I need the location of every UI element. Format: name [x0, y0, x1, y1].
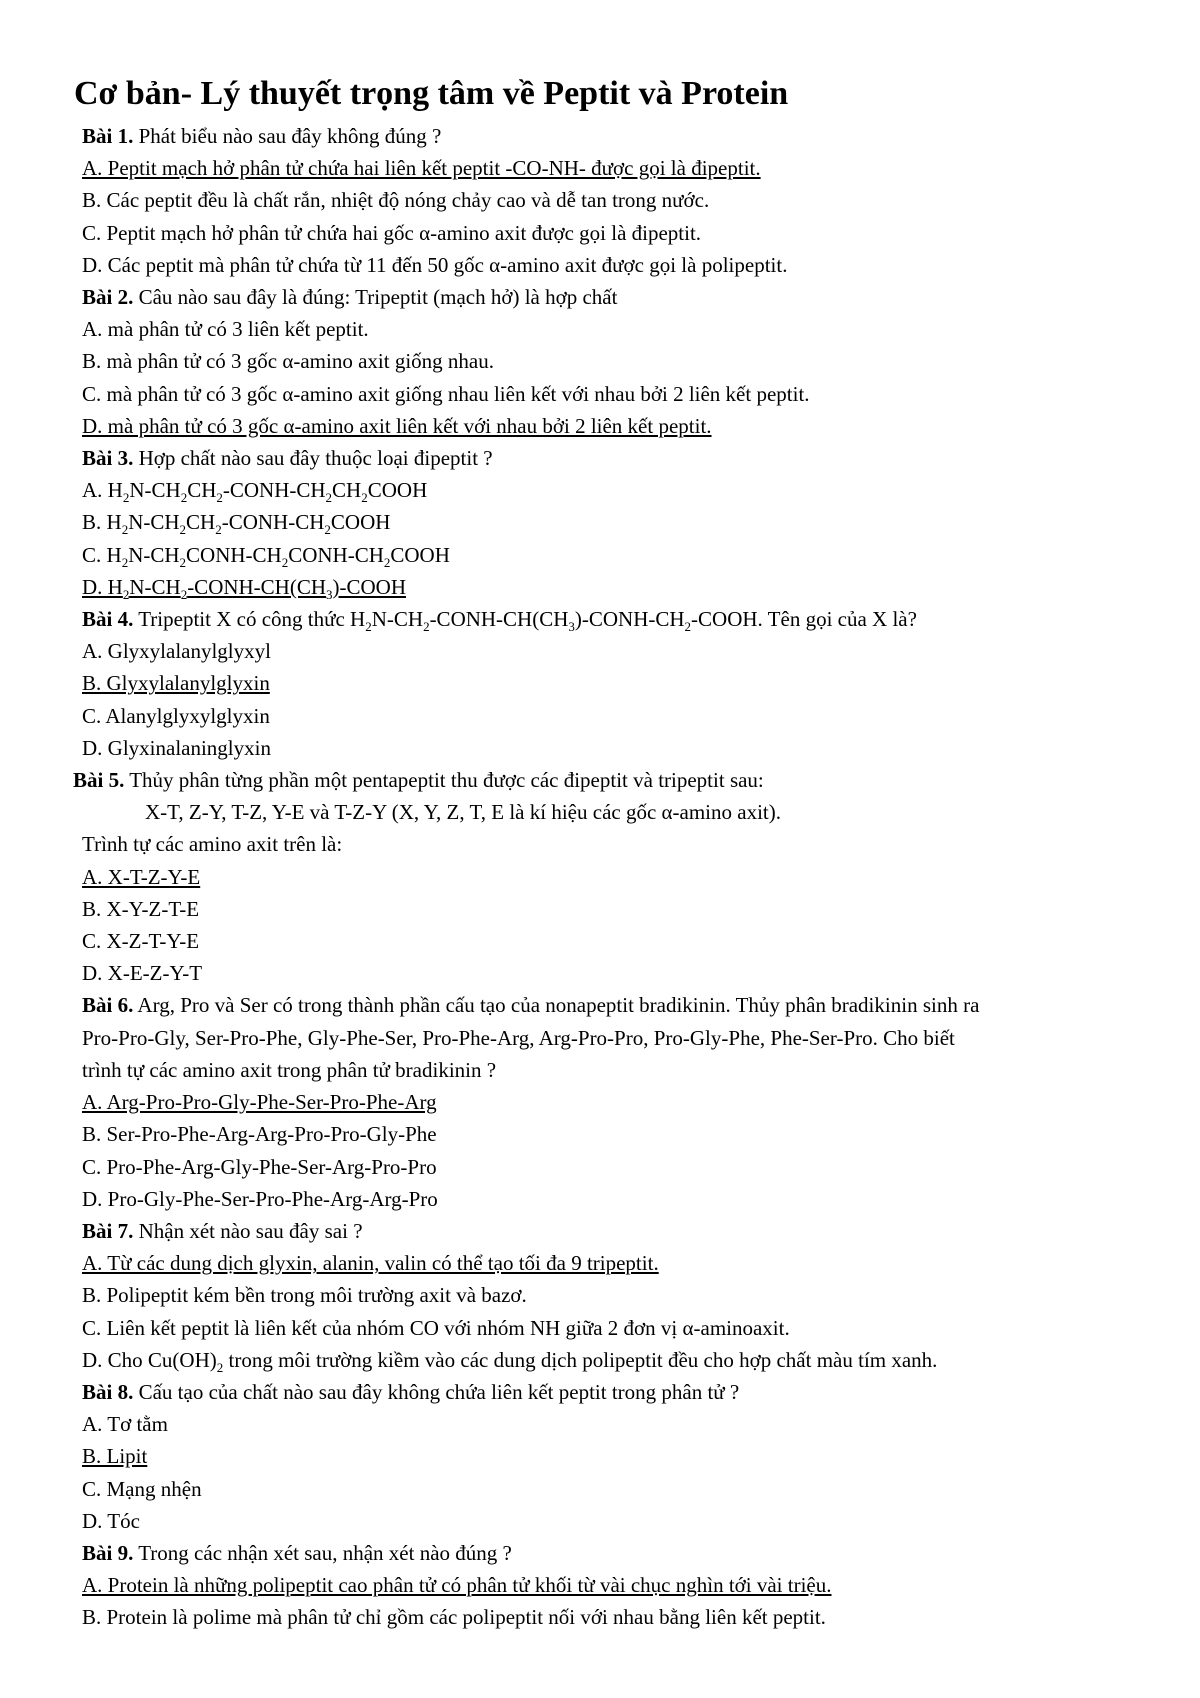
question-label: Bài 4.	[82, 607, 134, 632]
question-6-stem-line-3: trình tự các amino axit trong phân tử bradikinin ?	[82, 1057, 497, 1082]
question-6-option-d: D. Pro-Gly-Phe-Ser-Pro-Phe-Arg-Arg-Pro	[82, 1186, 438, 1211]
question-3-option-b: B. $H_2N-CH_2CH_2-CONH-CH_2COOH$	[82, 510, 391, 538]
question-3-option-d: D. $H_2N-CH_2-CONH-CH(CH_3)$-COOH	[82, 574, 407, 603]
question-1-option-a: A. Peptit mạch hở phân tử chứa hai liên kết peptit -CO-NH- được gọi là đipeptit.	[82, 156, 761, 181]
question-text: Câu nào sau đây là đúng: Tripeptit (mạch hở) là hợp chất	[133, 285, 618, 310]
question-7-option-d: D. Cho $Cu(OH)_2$ trong môi trường kiềm vào các dung dịch polipeptit đều cho hợp chất màu tím xanh.	[82, 1347, 938, 1375]
question-4-option-d: D. Glyxinalaninglyxin	[82, 735, 271, 760]
question-4-option-b: B. Glyxylalanylglyxin	[82, 671, 270, 696]
question-5-option-a: A. X-T-Z-Y-E	[82, 864, 201, 889]
question-label: Bài 8.	[82, 1379, 134, 1404]
question-label: Bài 3.	[82, 446, 134, 471]
question-4-option-a: A. Glyxylalanylglyxyl	[82, 639, 271, 664]
question-label: Bài 6.	[82, 993, 134, 1018]
question-text: Thủy phân từng phần một pentapeptit thu được các đipeptit và tripeptit sau:	[124, 768, 764, 793]
question-1-stem	[82, 120, 1142, 152]
question-8-stem	[82, 1376, 1142, 1408]
question-8-option-a: A. Tơ tằm	[82, 1412, 168, 1437]
question-label: Bài 7.	[82, 1218, 134, 1243]
question-6-stem	[82, 989, 1142, 1021]
question-5-prompt: Trình tự các amino axit trên là:	[82, 832, 343, 857]
question-7-option-b: B. Polipeptit kém bền trong môi trường axit và bazơ.	[82, 1283, 527, 1308]
question-text: Trong các nhận xét sau, nhận xét nào đúng ?	[133, 1540, 512, 1565]
question-label: Bài 9.	[82, 1540, 134, 1565]
question-1-option-d: D. Các peptit mà phân tử chứa từ 11 đến 50 gốc α-amino axit được gọi là polipeptit.	[82, 252, 788, 277]
question-2-stem	[82, 281, 1142, 313]
question-list	[73, 120, 1142, 1634]
question-8-option-b: B. Lipit	[82, 1444, 148, 1469]
question-7-stem	[82, 1215, 1142, 1247]
question-8-option-d: D. Tóc	[82, 1508, 140, 1533]
question-6-stem-line-2: Pro-Pro-Gly, Ser-Pro-Phe, Gly-Phe-Ser, Pro-Phe-Arg, Arg-Pro-Pro, Pro-Gly-Phe, Phe-Ser-Pro. Cho biết	[82, 1025, 955, 1050]
question-6-option-a: A. Arg-Pro-Pro-Gly-Phe-Ser-Pro-Phe-Arg	[82, 1090, 437, 1115]
question-text: Phát biểu nào sau đây không đúng ?	[133, 124, 442, 148]
question-4-stem: Bài 4. Tripeptit X có công thức $H_2N-CH_2-CONH-CH(CH_3)-CONH-CH_2$-COOH. Tên gọi của X là?	[82, 607, 917, 635]
question-3-stem	[82, 442, 1142, 474]
question-9-option-b: B. Protein là polime mà phân tử chỉ gồm các polipeptit nối với nhau bằng liên kết peptit.	[82, 1605, 826, 1630]
question-9-stem	[82, 1537, 1142, 1569]
question-label: Bài 5.	[73, 768, 125, 793]
question-6-option-b: B. Ser-Pro-Phe-Arg-Arg-Pro-Pro-Gly-Phe	[82, 1122, 437, 1147]
question-label: Bài 1.	[82, 124, 134, 148]
question-3-option-c: C. $H_2N-CH_2CONH-CH_2CONH-CH_2COOH$	[82, 542, 450, 570]
question-label: Bài 2.	[82, 285, 134, 310]
question-text: Cấu tạo của chất nào sau đây không chứa liên kết peptit trong phân tử ?	[133, 1379, 740, 1404]
question-4-option-c: C. Alanylglyxylglyxin	[82, 703, 270, 728]
question-8-option-c: C. Mạng nhện	[82, 1476, 202, 1501]
question-2-option-d: D. mà phân tử có 3 gốc α-amino axit liên kết với nhau bởi 2 liên kết peptit.	[82, 413, 712, 438]
question-1-option-b: B. Các peptit đều là chất rắn, nhiệt độ nóng chảy cao và dễ tan trong nước.	[82, 188, 710, 213]
question-2-option-a: A. mà phân tử có 3 liên kết peptit.	[82, 317, 369, 342]
question-6-option-c: C. Pro-Phe-Arg-Gly-Phe-Ser-Arg-Pro-Pro	[82, 1154, 437, 1179]
question-2-option-c: C. mà phân tử có 3 gốc α-amino axit giống nhau liên kết với nhau bởi 2 liên kết peptit.	[82, 381, 810, 406]
question-text: Arg, Pro và Ser có trong thành phần cấu tạo của nonapeptit bradikinin. Thủy phân bradikinin sinh ra	[133, 993, 980, 1018]
question-text: Nhận xét nào sau đây sai ?	[133, 1218, 363, 1243]
question-3-option-a: A. $H_2N-CH_2CH_2-CONH-CH_2CH_2COOH$	[82, 478, 428, 506]
question-1-option-c: C. Peptit mạch hở phân tử chứa hai gốc α-amino axit được gọi là đipeptit.	[82, 220, 702, 245]
question-5-option-d: D. X-E-Z-Y-T	[82, 961, 203, 986]
question-2-option-b: B. mà phân tử có 3 gốc α-amino axit giống nhau.	[82, 349, 494, 374]
question-5-option-c: C. X-Z-T-Y-E	[82, 929, 200, 954]
question-5-option-b: B. X-Y-Z-T-E	[82, 896, 200, 921]
question-7-option-c: C. Liên kết peptit là liên kết của nhóm CO với nhóm NH giữa 2 đơn vị α-aminoaxit.	[82, 1315, 790, 1340]
question-5-extra: X-T, Z-Y, T-Z, Y-E và T-Z-Y (X, Y, Z, T, E là kí hiệu các gốc α-amino axit).	[145, 800, 781, 825]
question-text: Hợp chất nào sau đây thuộc loại đipeptit ?	[133, 446, 493, 471]
page-title: Cơ bản- Lý thuyết trọng tâm về Peptit và Protein	[74, 75, 789, 112]
question-5-stem	[73, 764, 1142, 796]
question-7-option-a: A. Từ các dung dịch glyxin, alanin, valin có thể tạo tối đa 9 tripeptit.	[82, 1251, 659, 1276]
question-9-option-a: A. Protein là những polipeptit cao phân tử có phân tử khối từ vài chục nghìn tới vài triệu.	[82, 1573, 832, 1598]
